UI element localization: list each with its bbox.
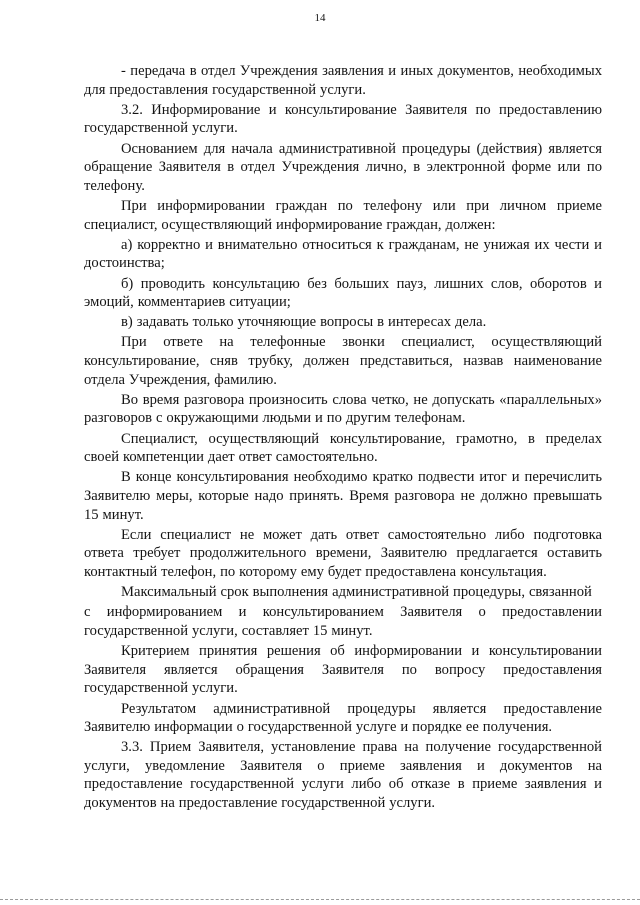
paragraph-callback: Если специалист не может дать ответ самостоятельно либо подготовка ответа требует продолжительного времени, Заявителю предлагается оставить контактный телефон, по которому ему будет предоставлена консультация. [84,526,602,580]
paragraph-specialist-duties: При информировании граждан по телефону или при личном приеме специалист, осуществляющий информирование граждан, должен: [84,197,602,233]
paragraph-transfer-documents: - передача в отдел Учреждения заявления и иных документов, необходимых для предоставления государственной услуги. [84,63,602,98]
paragraph-max-duration: Максимальный срок выполнения административной процедуры, связанной [121,584,592,601]
paragraph-summary: В конце консультирования необходимо кратко подвести итог и перечислить Заявителю меры, которые надо принять. Время разговора не должно превышать 15 минут. [84,469,602,523]
paragraph-competence: Специалист, осуществляющий консультирование, грамотно, в пределах своей компетенции дает ответ самостоятельно. [84,430,602,466]
paragraph-max-duration-cont: с информированием и консультированием Заявителя о предоставлении государственной услуги, составляет 15 минут. [84,604,602,639]
paragraph-grounds: Основанием для начала административной процедуры (действия) является обращение Заявителя в отдел Учреждения лично, в электронной форме или по телефону. [84,140,602,194]
document-body [84,62,602,814]
section-3-3-heading: 3.3. Прием Заявителя, установление права на получение государственной услуги, уведомление Заявителя о приеме заявления и документов на предоставление государственной услуги либо об отказе в приеме заявления и документов на предоставление государственной услуги. [84,739,602,812]
scan-edge-divider [0,899,640,900]
list-item-c: в) задавать только уточняющие вопросы в интересах дела. [121,314,487,331]
paragraph-criterion: Критерием принятия решения об информировании и консультировании Заявителя является обращения Заявителя по вопросу предоставления государственной услуги. [84,643,602,697]
section-3-2-heading: 3.2. Информирование и консультирование Заявителя по предоставлению государственной услуги. [84,101,602,137]
list-item-b: б) проводить консультацию без больших пауз, лишних слов, оборотов и эмоций, комментариев ситуации; [84,275,602,311]
list-item-a: а) корректно и внимательно относиться к гражданам, не унижая их чести и достоинства; [84,236,602,272]
paragraph-phone-calls: При ответе на телефонные звонки специалист, осуществляющий консультирование, сняв трубку, должен представиться, назвав наименование отдела Учреждения, фамилию. [84,334,602,388]
paragraph-conversation: Во время разговора произносить слова четко, не допускать «параллельных» разговоров с окружающими людьми и по другим телефонам. [84,391,602,427]
paragraph-result: Результатом административной процедуры является предоставление Заявителю информации о государственной услуге и порядке ее получения. [84,700,602,736]
page-number: 14 [314,12,326,24]
